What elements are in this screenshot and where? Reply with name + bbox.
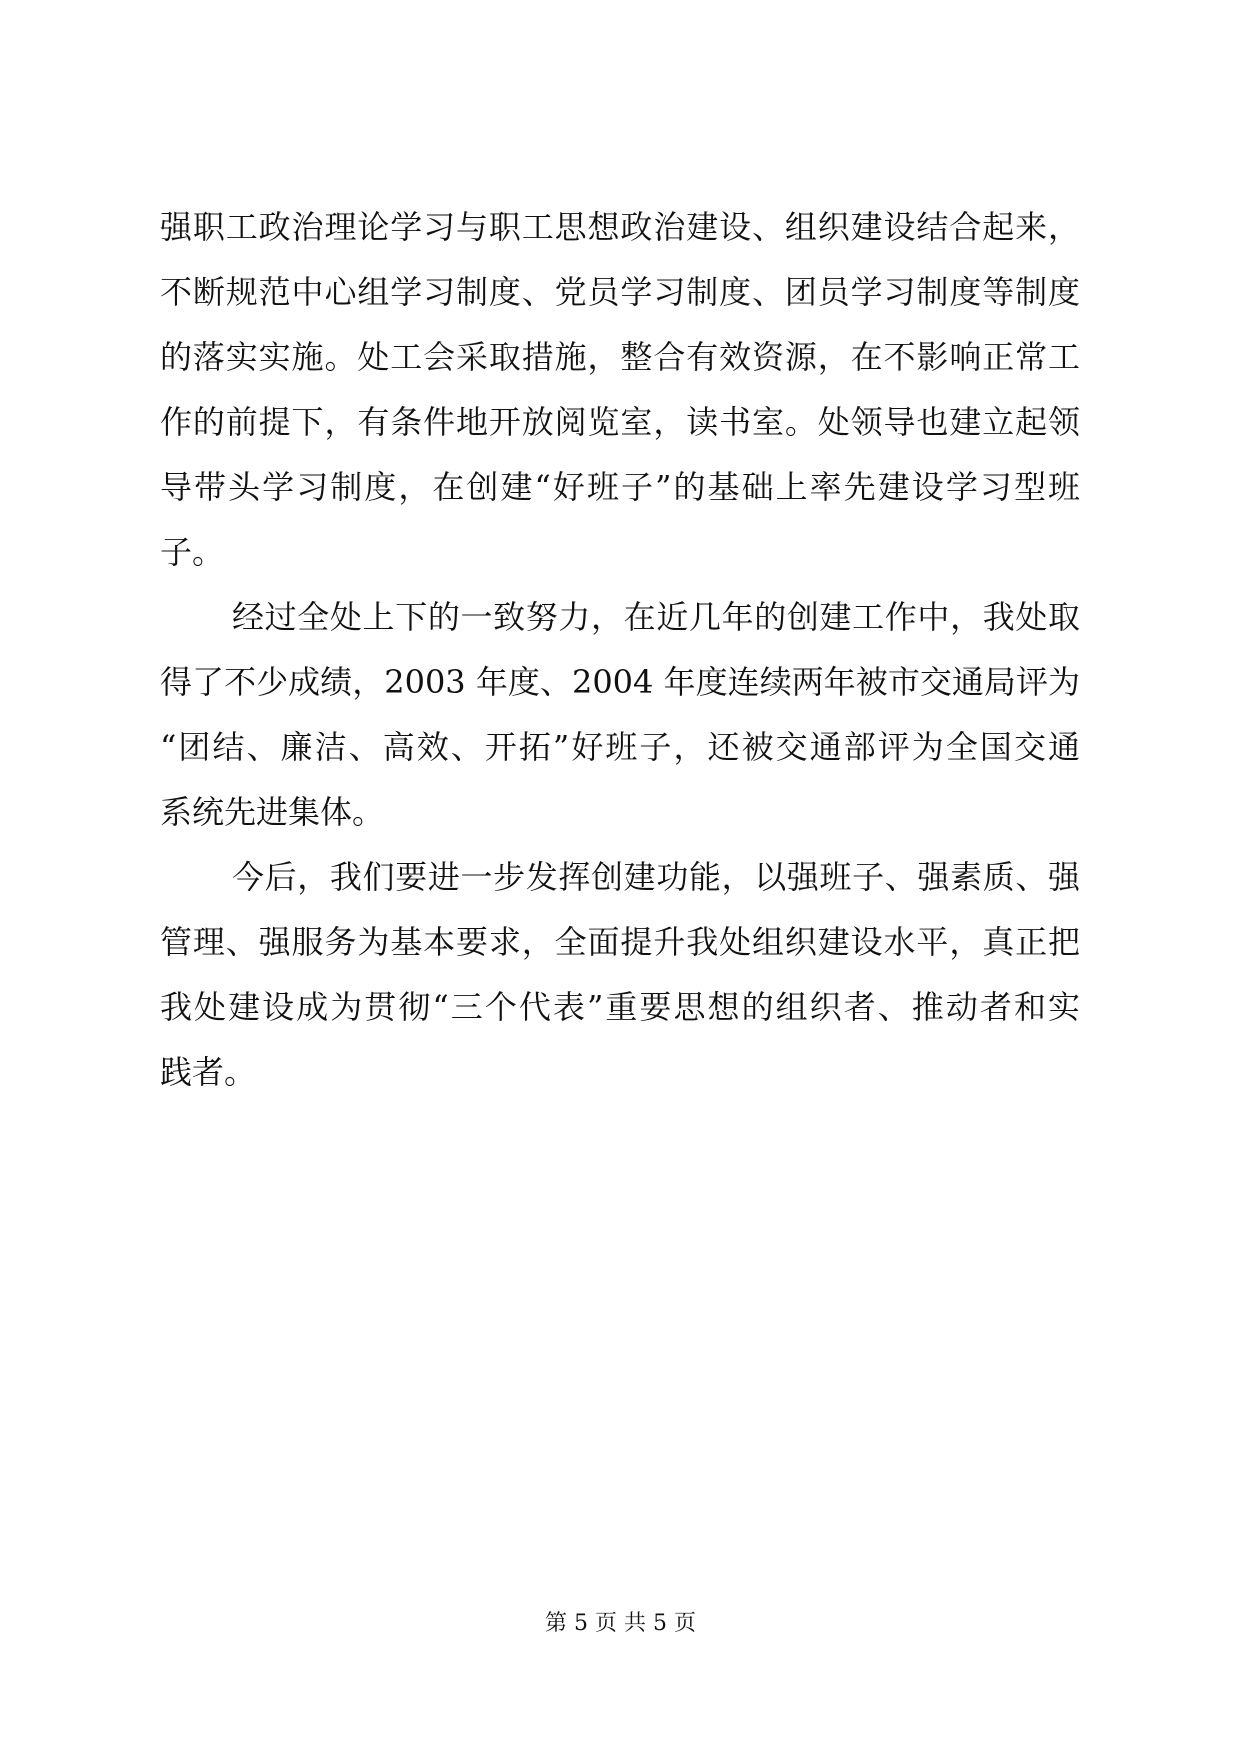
paragraph-2-line-4: 系统先进集体。 bbox=[160, 793, 385, 831]
paragraph-1-line-6: 子。 bbox=[160, 533, 225, 571]
paragraph-2-line-1: 经过全处上下的一致努力，在近几年的创建工作中，我处取 bbox=[232, 598, 1080, 636]
paragraph-2-line-3: “团结、廉洁、高效、开拓”好班子，还被交通部评为全国交通 bbox=[160, 728, 1080, 766]
paragraph-3-line-3: 我处建设成为贯彻“三个代表”重要思想的组织者、推动者和实 bbox=[160, 988, 1080, 1026]
paragraph-3-line-4: 践者。 bbox=[160, 1053, 257, 1091]
paragraph-1-line-2: 不断规范中心组学习制度、党员学习制度、团员学习制度等制度 bbox=[160, 273, 1080, 311]
paragraph-3-line-2: 管理、强服务为基本要求，全面提升我处组织建设水平，真正把 bbox=[160, 923, 1080, 961]
paragraph-2-line-2: 得了不少成绩，2003 年度、2004 年度连续两年被市交通局评为 bbox=[160, 663, 1080, 701]
paragraph-3-line-1: 今后，我们要进一步发挥创建功能，以强班子、强素质、强 bbox=[232, 858, 1080, 896]
page-number-footer: 第 5 页 共 5 页 bbox=[545, 1611, 696, 1636]
paragraph-1-line-5: 导带头学习制度，在创建“好班子”的基础上率先建设学习型班 bbox=[160, 468, 1080, 506]
paragraph-1-line-1: 强职工政治理论学习与职工思想政治建设、组织建设结合起来， bbox=[160, 208, 1080, 246]
paragraph-1-line-4: 作的前提下，有条件地开放阅览室，读书室。处领导也建立起领 bbox=[160, 403, 1080, 441]
paragraph-1-line-3: 的落实实施。处工会采取措施，整合有效资源，在不影响正常工 bbox=[160, 338, 1080, 376]
